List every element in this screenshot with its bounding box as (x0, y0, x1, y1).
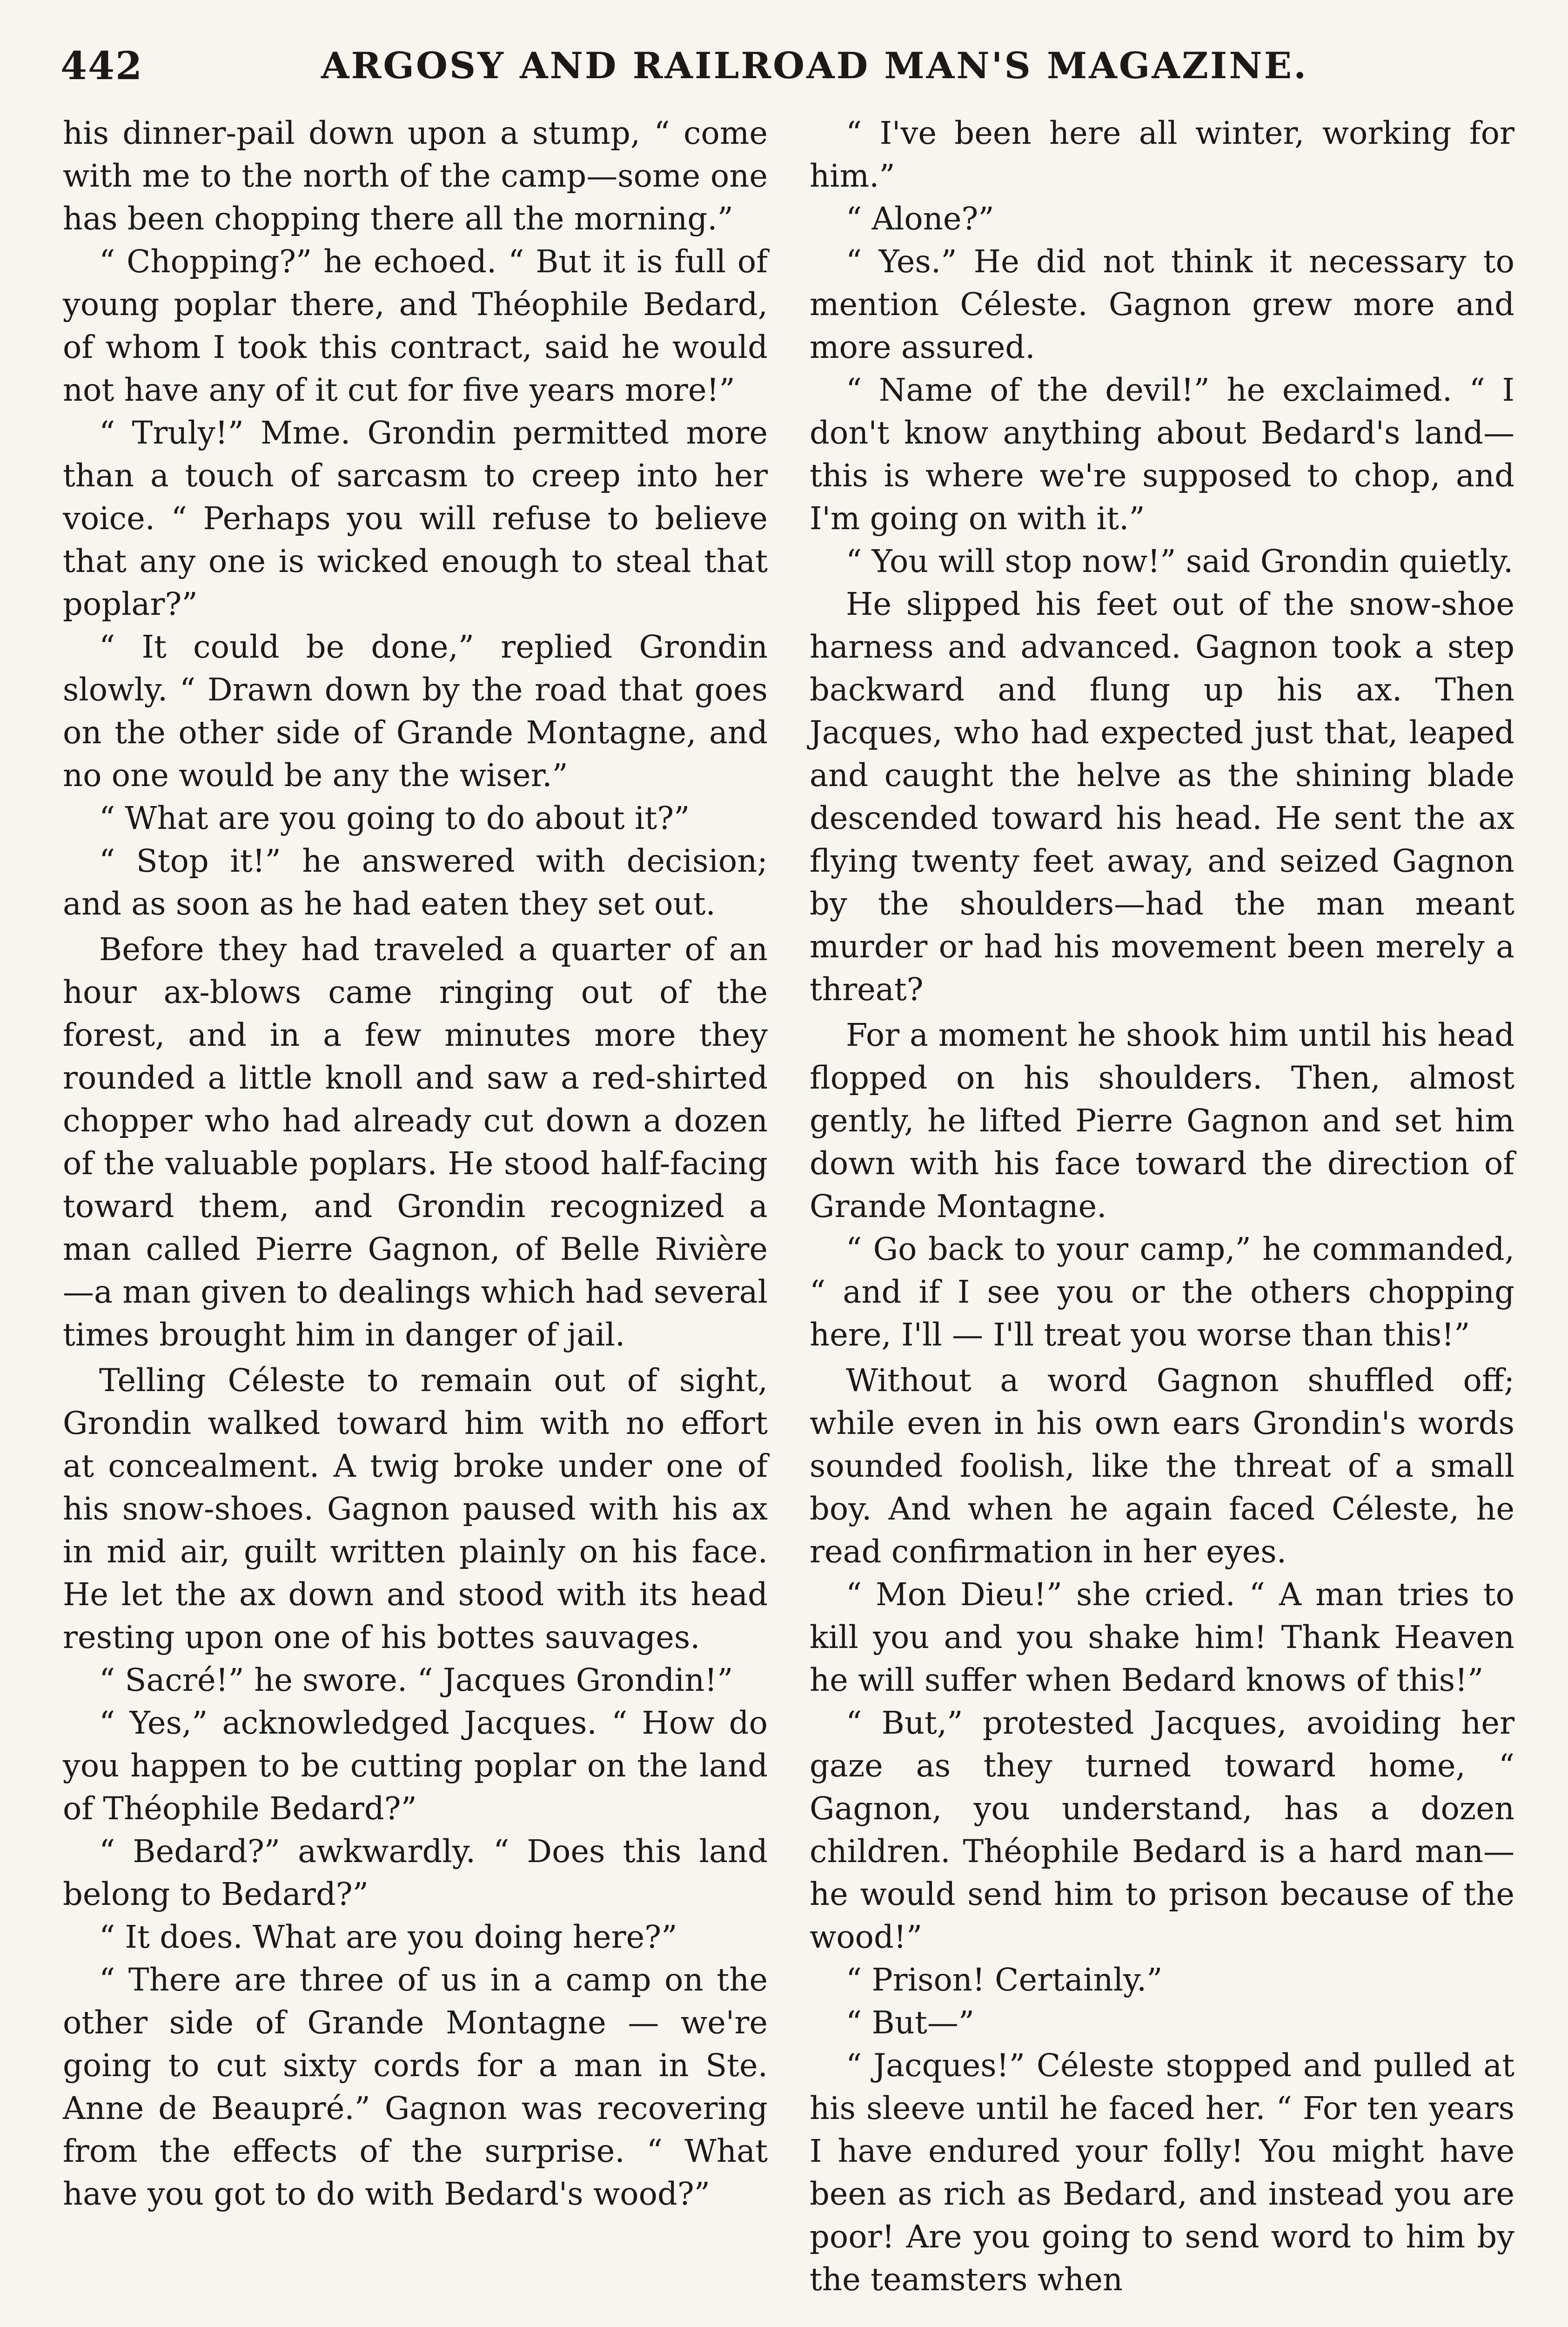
running-title: ARGOSY AND RAILROAD MAN'S MAGAZINE. (321, 45, 1308, 87)
paragraph: “ Prison! Certainly.” (846, 1962, 1163, 1998)
page-header (60, 33, 1517, 102)
paragraph: “ It does. What are you doing here?” (99, 1919, 677, 1955)
page-number: 442 (60, 44, 143, 88)
paragraph: “ But—” (846, 2004, 975, 2041)
paragraph: “ I've been here all winter, working for him.” (810, 115, 1514, 194)
paragraph: “ You will stop now!” said Grondin quietly. (846, 543, 1514, 579)
paragraph: “ Bedard?” awkwardly. “ Does this land belong to Bedard?” (63, 1833, 768, 1912)
right-column (810, 112, 1514, 2301)
paragraph: Without a word Gagnon shuffled off; while even in his own ears Grondin's words sounded foolish, like the threat of a small boy. And when he again faced Céleste, he read confirmation in her eyes. (810, 1362, 1514, 1570)
paragraph: Before they had traveled a quarter of an hour ax-blows came ringing out of the forest, and in a few minutes more they rounded a little knoll and saw a red-shirted chopper who had already cut down a dozen of the valuable poplars. He stood half-facing toward them, and Grondin recognized a man called Pierre Gagnon, of Belle Rivière—a man given to dealings which had several times brought him in danger of jail. (63, 931, 768, 1353)
paragraph: “ But,” protested Jacques, avoiding her gaze as they turned toward home, “ Gagnon, you understand, has a dozen children. Théophile Bedard is a hard man—he would send him to prison because of the wood!” (810, 1705, 1514, 1955)
paragraph: For a moment he shook him until his head flopped on his shoulders. Then, almost gently, he lifted Pierre Gagnon and set him down with his face toward the direction of Grande Montagne. (810, 1017, 1514, 1224)
paragraph: “ Go back to your camp,” he commanded, “ and if I see you or the others chopping here, I'll — I'll treat you worse than this!” (810, 1231, 1514, 1353)
paragraph: He slipped his feet out of the snow-shoe harness and advanced. Gagnon took a step backward and flung up his ax. Then Jacques, who had expected just that, leaped and caught the helve as the shining blade descended toward his head. He sent the ax flying twenty feet away, and seized Gagnon by the shoulders—had the man meant murder or had his movement been merely a threat? (810, 586, 1514, 1008)
paragraph: “ Alone?” (846, 201, 994, 237)
paragraph: “ Chopping?” he echoed. “ But it is full of young poplar there, and Théophile Bedard, of whom I took this contract, said he would not have any of it cut for five years more!” (63, 243, 768, 408)
paragraph: “ Name of the devil!” he exclaimed. “ I don't know anything about Bedard's land—this is where we're supposed to chop, and I'm going on with it.” (810, 372, 1514, 537)
paragraph: “ Sacré!” he swore. “ Jacques Grondin!” (99, 1662, 733, 1698)
paragraph: his dinner-pail down upon a stump, “ come with me to the north of the camp—some one has been chopping there all the morning.” (63, 115, 768, 237)
paragraph: “ What are you going to do about it?” (99, 800, 690, 836)
paragraph: Telling Céleste to remain out of sight, Grondin walked toward him with no effort at concealment. A twig broke under one of his snow-shoes. Gagnon paused with his ax in mid air, guilt written plainly on his face. He let the ax down and stood with its head resting upon one of his bottes sauvages. (63, 1362, 768, 1655)
paragraph: “ There are three of us in a camp on the other side of Grande Montagne — we're going to cut sixty cords for a man in Ste. Anne de Beaupré.” Gagnon was recovering from the effects of the surprise. “ What have you got to do with Bedard's wood?” (63, 1962, 768, 2212)
left-column (63, 112, 768, 2215)
paragraph: “ Stop it!” he answered with decision; and as soon as he had eaten they set out. (63, 843, 768, 922)
paragraph: “ Mon Dieu!” she cried. “ A man tries to kill you and you shake him! Thank Heaven he will suffer when Bedard knows of this!” (810, 1576, 1514, 1698)
paragraph: “ Yes.” He did not think it necessary to mention Céleste. Gagnon grew more and more assured. (810, 243, 1514, 365)
paragraph: “ Yes,” acknowledged Jacques. “ How do you happen to be cutting poplar on the land of Théophile Bedard?” (63, 1705, 768, 1827)
paragraph: “ It could be done,” replied Grondin slowly. “ Drawn down by the road that goes on the other side of Grande Montagne, and no one would be any the wiser.” (63, 629, 768, 794)
paragraph: “ Truly!” Mme. Grondin permitted more than a touch of sarcasm to creep into her voice. “ Perhaps you will refuse to believe that any one is wicked enough to steal that poplar?” (63, 415, 768, 622)
paragraph: “ Jacques!” Céleste stopped and pulled at his sleeve until he faced her. “ For ten years I have endured your folly! You might have been as rich as Bedard, and instead you are poor! Are you going to send word to him by the teamsters when (810, 2047, 1514, 2298)
magazine-page (60, 33, 1517, 2327)
